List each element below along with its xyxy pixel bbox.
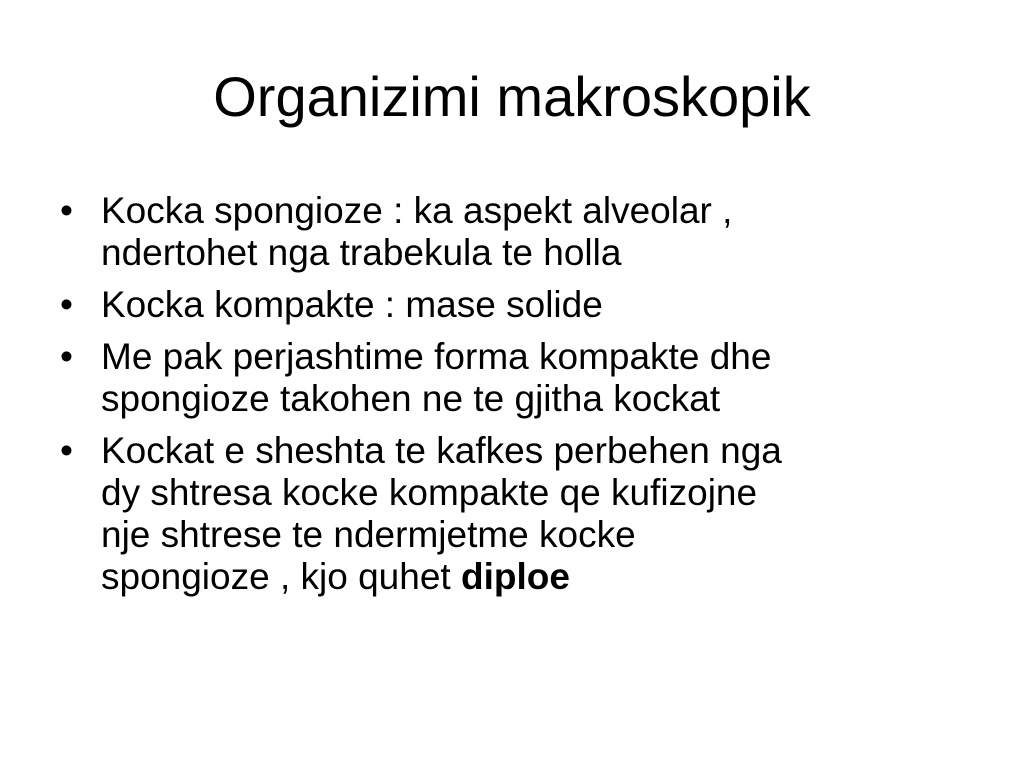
bullet-line: spongioze takohen ne te gjitha kockat — [101, 378, 721, 419]
bullet-text — [101, 430, 782, 597]
bullet-line: nje shtrese te ndermjetme kocke — [101, 514, 636, 555]
bullet-text — [101, 336, 771, 419]
bullet-icon: • — [60, 336, 73, 377]
bullet-item — [58, 336, 958, 420]
bullet-line: Me pak perjashtime forma kompakte dhe — [101, 336, 772, 377]
slide-title: Organizimi makroskopik — [213, 65, 811, 128]
bullet-line: ndertohet nga trabekula te holla — [101, 232, 622, 273]
bullet-line: spongioze , kjo quhet — [101, 556, 461, 597]
bullet-line: Kocka kompakte : mase solide — [101, 284, 603, 325]
bullet-item — [58, 430, 958, 598]
bullet-line: Kockat e sheshta te kafkes perbehen nga — [101, 430, 782, 471]
bullet-line: dy shtresa kocke kompakte qe kufizojne — [101, 472, 758, 513]
bullet-icon: • — [60, 430, 73, 471]
bullet-list — [58, 190, 958, 608]
bullet-text — [101, 190, 732, 273]
bold-term: diploe — [460, 556, 570, 597]
bullet-item — [58, 190, 958, 274]
bullet-icon: • — [60, 284, 73, 325]
bullet-line: Kocka spongioze : ka aspekt alveolar , — [101, 190, 733, 231]
bullet-item — [58, 284, 958, 326]
bullet-icon: • — [60, 190, 73, 231]
bullet-text — [101, 284, 603, 325]
